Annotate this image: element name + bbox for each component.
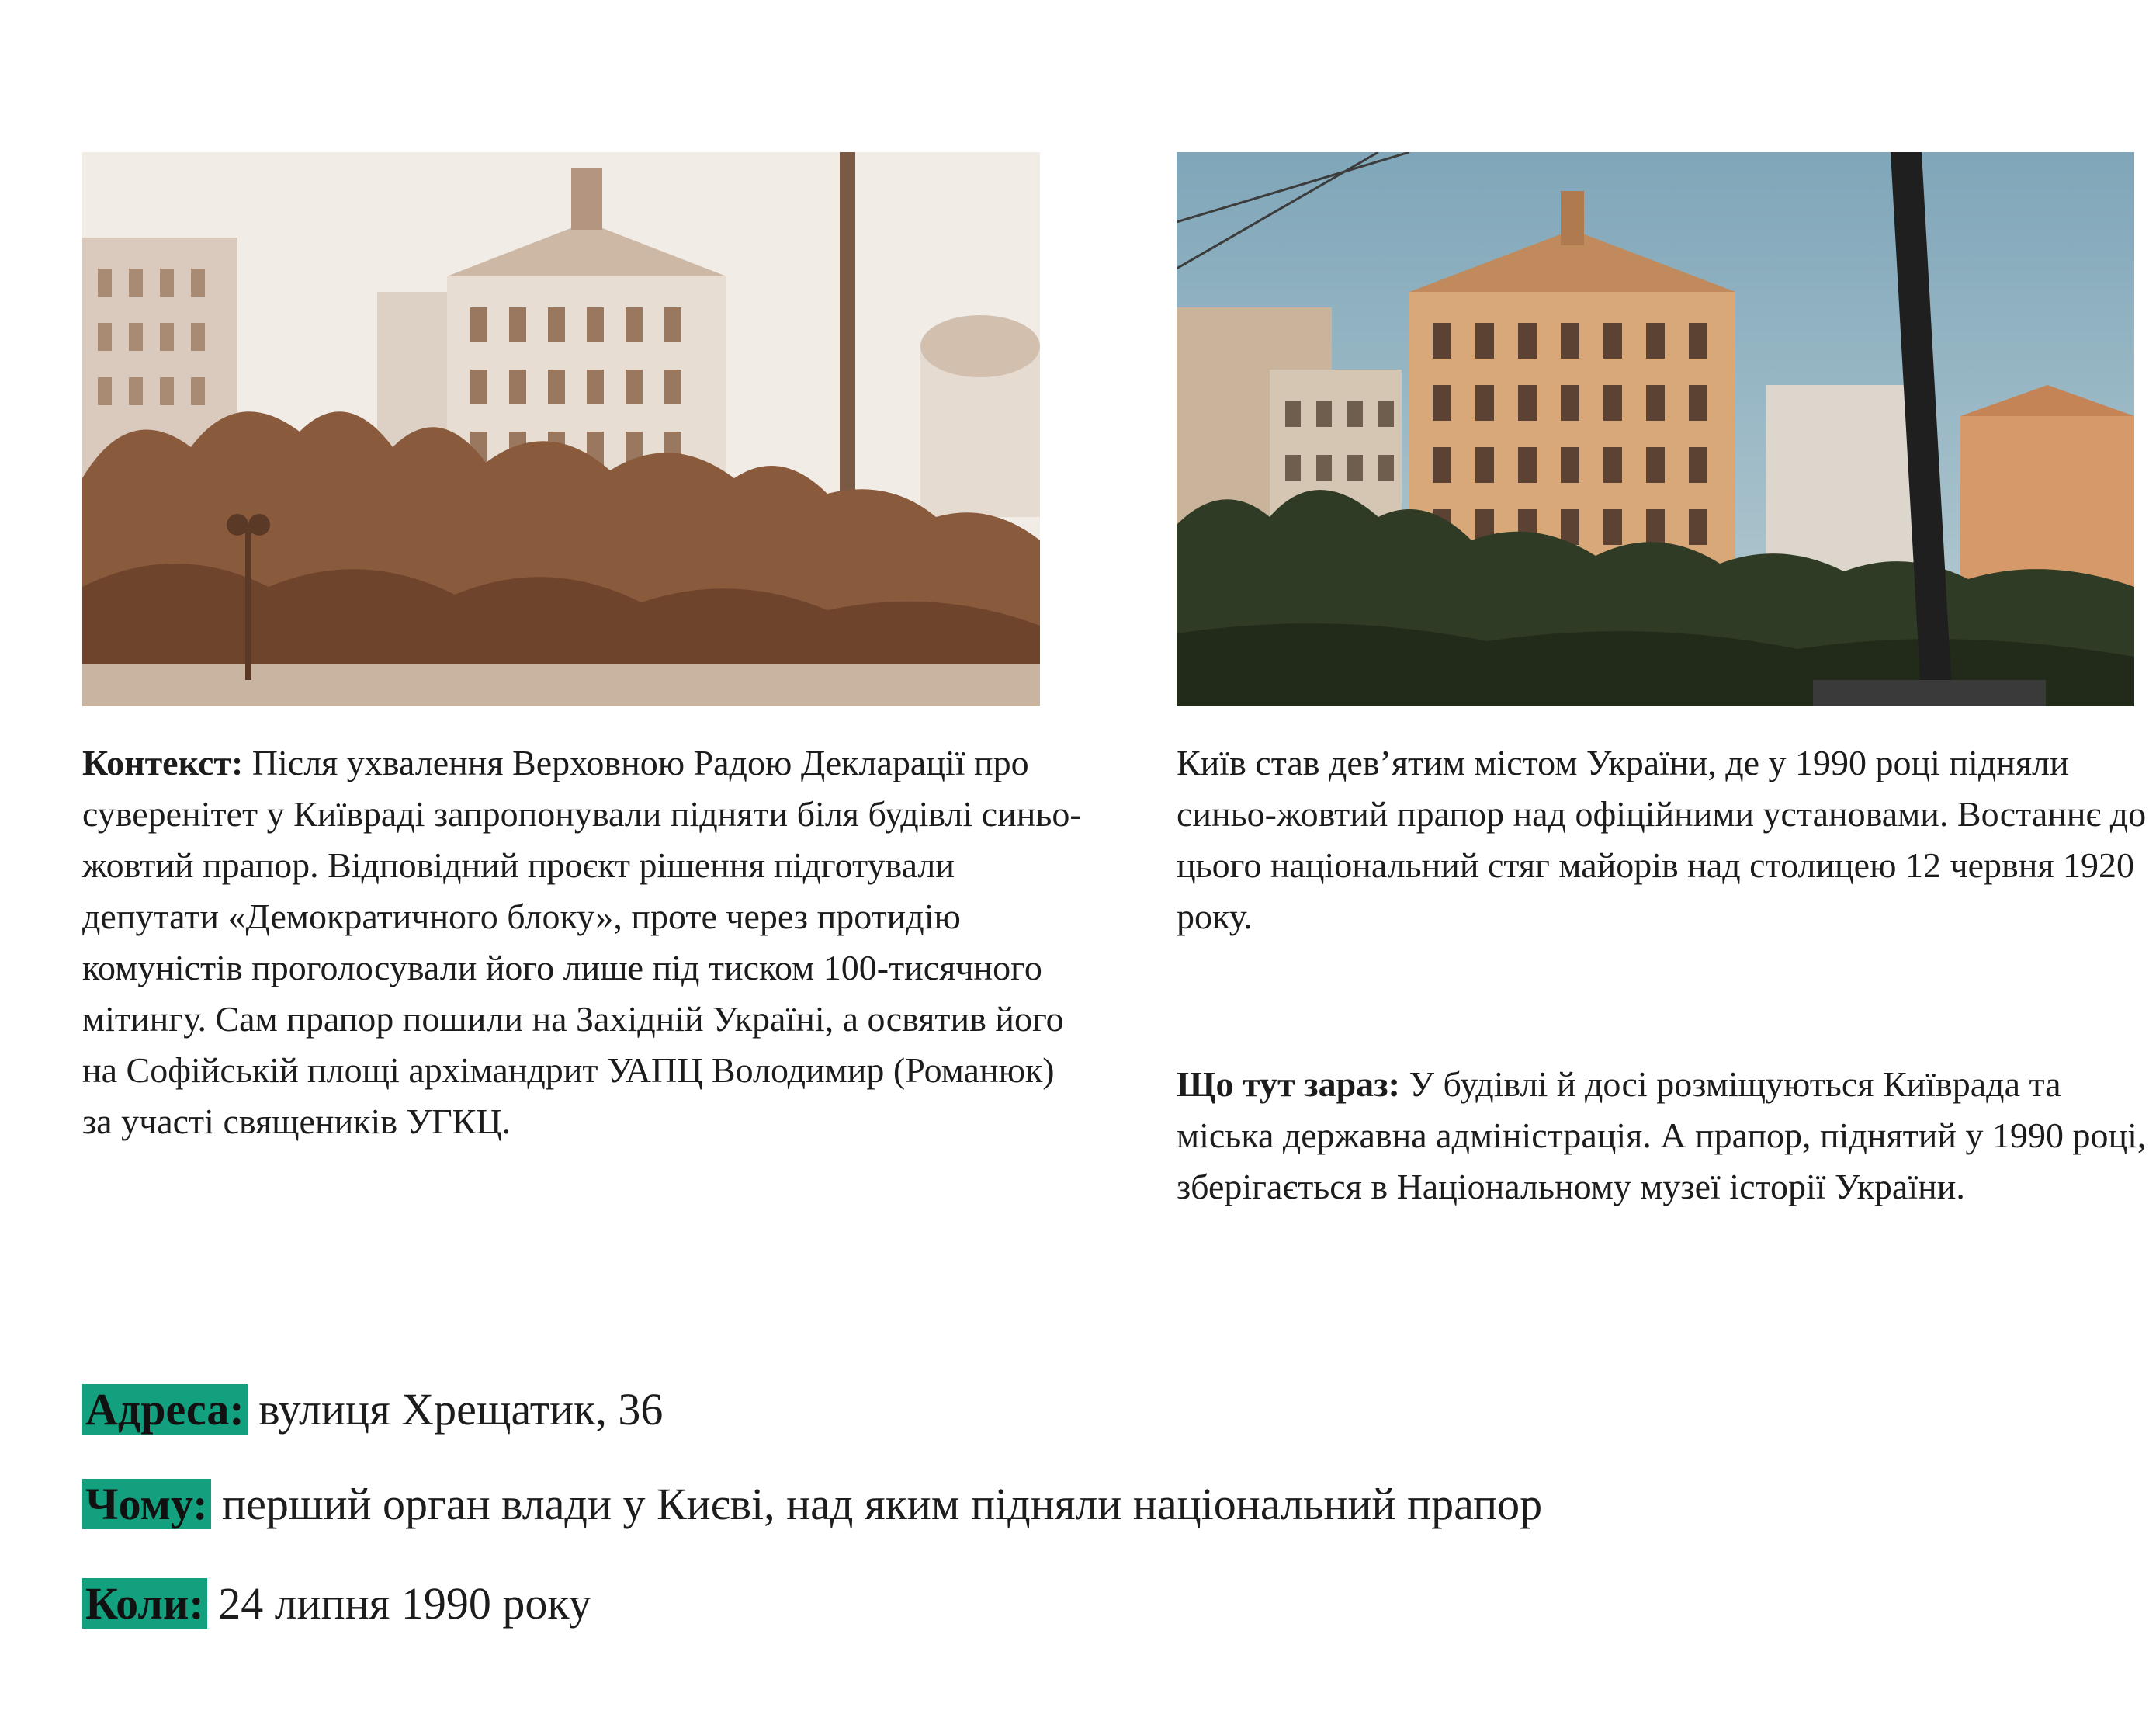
sepia-historic-building-photo-icon [82, 152, 1040, 706]
color-modern-building-photo-icon [1177, 152, 2134, 706]
when-value: 24 липня 1990 року [206, 1578, 591, 1629]
fact-text: Київ став дев’ятим містом України, де у 1990 році підняли синьо-жовтий прапор над офіційними установами. Востаннє до цього національний стяг майорів над столицею 12 червня 1920 року. [1177, 743, 2147, 936]
when-row [82, 1573, 591, 1635]
fact-paragraph [1177, 737, 2147, 942]
why-value: перший орган влади у Києві, над яким підняли національний прапор [210, 1479, 1543, 1529]
historic-photo [82, 152, 1040, 706]
why-row [82, 1473, 1542, 1535]
now-paragraph [1177, 1059, 2147, 1213]
now-text: У будівлі й досі розміщуються Київрада та міська державна адміністрація. А прапор, піднятий у 1990 році, зберігається в Національному музеї історії України. [1177, 1064, 2147, 1206]
context-text: Після ухвалення Верховною Радою Декларації про суверенітет у Київраді запропонували підняти біля будівлі синьо-жовтий прапор. Відповідний проєкт рішення підготували депутати «Демократичного блоку», проте через протидію комуністів проголосували його лише під тиском 100-тисячного мітингу. Сам прапор пошили на Західній Україні, а освятив його на Софійській площі архімандрит УАПЦ Володимир (Романюк) за участі священиків УГКЦ. [82, 743, 1082, 1141]
address-row [82, 1379, 663, 1441]
when-label: Коли: [82, 1578, 207, 1629]
context-paragraph [82, 737, 1091, 1147]
now-label: Що тут зараз: [1177, 1064, 1400, 1104]
why-label: Чому: [82, 1479, 211, 1529]
address-value: вулиця Хрещатик, 36 [247, 1384, 664, 1435]
modern-photo [1177, 152, 2134, 706]
address-label: Адреса: [82, 1384, 248, 1435]
context-label: Контекст: [82, 743, 244, 782]
